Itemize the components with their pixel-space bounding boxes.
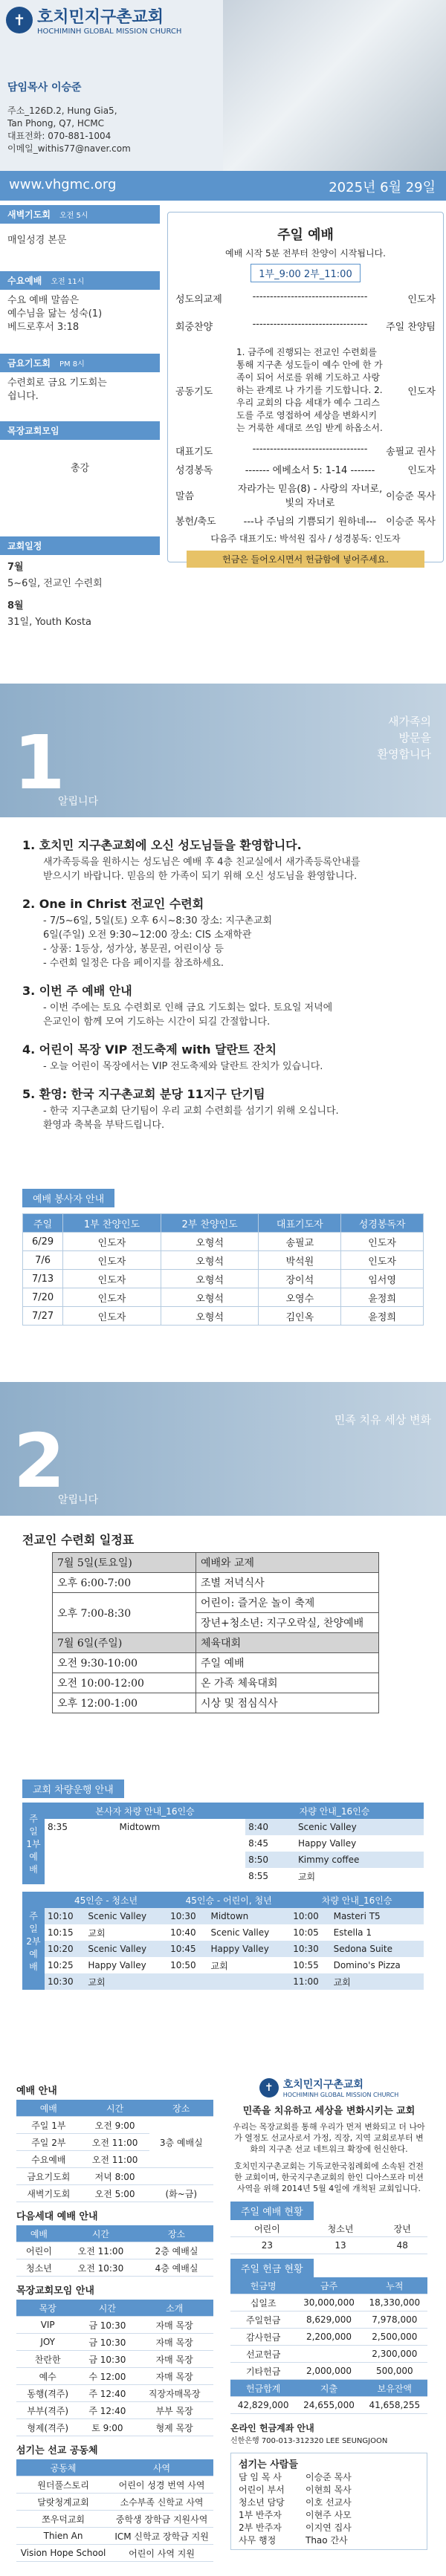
worship-row: 회중찬양 --------------------------------- 주일 찬양팀: [175, 319, 436, 333]
mission-title: 섬기는 선교 공동체: [16, 2445, 98, 2456]
list-item: 2부 반주자 이지연 집사: [239, 2523, 352, 2533]
table-row: 7/27 인도자 오형석 김인옥 윤정희: [23, 1307, 424, 1326]
table-row: JOY 금 10:30 자매 목장: [16, 2334, 213, 2351]
retreat-table: [52, 1552, 379, 1713]
table-row: 금요기도회 저녁 8:00: [16, 2168, 213, 2185]
table-row: 장년+청소년: 지구오락실, 찬양예배: [53, 1613, 379, 1633]
table-row: 오후 12:00-1:00 시상 및 점심식사: [53, 1693, 379, 1713]
retreat-section: [22, 1531, 424, 1713]
cross-icon: ✝: [259, 2078, 279, 2098]
finance-title: 주일 헌금 현황: [230, 2259, 314, 2277]
table-row: 6/29 인도자 오형석 송필교 인도자: [23, 1233, 424, 1251]
table-row: 10:10 Scenic Valley 10:30 Midtown 10:00 Masteri T5: [22, 1908, 424, 1924]
online-account: 신한은행 700-013-312320 LEE SEUNGJOON: [230, 2437, 388, 2445]
servants-box: [230, 2453, 427, 2550]
worship-row: 봉헌/축도 ---나 주님의 기쁨되기 원하네--- 이승준 목사: [175, 516, 436, 528]
table-row: 10:15 교회 10:40 Scenic Valley 10:05 Estella 1: [48, 1927, 372, 1939]
email-line: 이메일_withis77@naver.com: [7, 143, 131, 154]
table-row: 8:35 Midtowm 8:40 Scenic Valley: [22, 1819, 424, 1835]
table-row: 10:25 Happy Valley 10:50 교회 10:55 Domino's Pizza: [48, 1960, 401, 1971]
sidebar-schedule: 교회일정 7월 5~6일, 전교인 수련회 8월 31일, Youth Kosta: [0, 536, 160, 638]
list-item: 어린이 부서 이현희 목사: [239, 2485, 352, 2495]
list-item: 담 임 목 사 이승준 목사: [239, 2472, 352, 2482]
table-row: VIP 금 10:30 자매 목장: [16, 2317, 213, 2334]
list-item: 1부 반주자 이현주 사모: [239, 2510, 352, 2520]
church-intro-text: 호치민지구촌교회는 기독교한국침례회에 소속된 건전한 교회이며, 한국지구촌교회의 한인 디아스포라 미션 사역을 위해 2014년 5월 4일에 개척된 교회입니다.: [234, 2161, 424, 2193]
table-row: 주일 2부 오전 11:00: [16, 2134, 213, 2151]
worship-title: 주일 예배: [277, 227, 334, 243]
table-row: 형제(격주) 토 9:00 형제 목장: [16, 2419, 213, 2436]
table-row: 7/13 인도자 오형석 장이석 임서영: [23, 1270, 424, 1288]
worship-guide-table: 예배 시간 장소 주일 1부 오전 9:00 3층 예배실 주일 2부 오전 11:00 수요예배 오전 11:00 금요기도회 저녁 8:00 새벽기도회 오전 5:00 (화~금): [16, 2100, 213, 2202]
retreat-title: 전교인 수련회 일정표: [22, 1533, 135, 1547]
table-row: 오후 7:00-8:30 어린이: 즐거운 놀이 축제: [53, 1593, 379, 1613]
table-row: 7월 6일(주일) 체육대회: [53, 1633, 379, 1653]
address-line: Tan Phong, Q7, HCMC: [7, 118, 104, 129]
online-title: 온라인 헌금계좌 안내: [230, 2423, 314, 2433]
car-title: 교회 차량운행 안내: [22, 1779, 124, 1798]
table-row: 10:30 교회 11:00 교회: [22, 1973, 424, 1990]
website-link[interactable]: www.vhgmc.org: [9, 177, 117, 192]
list-item: 사무 행정 Thao 간사: [239, 2535, 348, 2546]
table-row: 예수 수 12:00 자매 목장: [16, 2368, 213, 2385]
offering-note: 헌금은 들어오시면서 헌금함에 넣어주세요.: [187, 551, 424, 568]
finance-table: 헌금명 금주 누적 십일조 30,000,000 18,330,000 주일헌금 8,629,000 7,978,000 감사헌금 2,200,000 2,500,000 선교헌금 2,300,000 기타헌금 2,000,000 500,000 헌금합계 지출 보유잔액 42,829,000 24,655,000 41,658,255: [230, 2277, 427, 2414]
sidebar-dawn: 새벽기도회 오전 5시 매일성경 본문: [0, 205, 160, 271]
church-logo-small: ✝ 호치민지구촌교회 HOCHIMINH GLOBAL MISSION CHURCH: [230, 2077, 427, 2098]
sidebar-friday: 금요기도회 PM 8시 수련회로 금요 기도회는 쉽니다.: [0, 354, 160, 421]
header-photo: [223, 0, 446, 171]
table-row: 기타헌금 2,000,000 500,000: [230, 2363, 427, 2380]
duty-title: 예배 봉사자 안내: [22, 1189, 114, 1207]
table-row: 수요예배 오전 11:00: [16, 2151, 213, 2168]
table-row: 7/6 인도자 오형석 박석원 인도자: [23, 1251, 424, 1270]
table-row: 8:50 Kimmy coffee: [22, 1852, 424, 1868]
table-row: 쪼우덕교회 중학생 장학금 지원사역: [16, 2511, 213, 2528]
table-row: 42,829,000 24,655,000 41,658,255: [230, 2397, 427, 2414]
announcement-heading: 2. One in Christ 전교인 수련회: [22, 897, 204, 911]
worship-row: 성경봉독 ------- 에베소서 5: 1-14 ------- 인도자: [175, 465, 436, 476]
table-row: Thien An ICM 신학교 장학금 지원: [16, 2528, 213, 2545]
list-item: 청소년 담당 이호 선교사: [239, 2497, 352, 2508]
table-row: 오전 10:00-12:00 온 가족 체육대회: [53, 1673, 379, 1693]
church-name-ko: 호치민지구촌교회: [37, 7, 164, 27]
table-row: 주일헌금 8,629,000 7,978,000: [230, 2311, 427, 2329]
church-logo: [6, 4, 181, 36]
servants-title: 섬기는 사람들: [239, 2459, 298, 2470]
table-row: 십일조 30,000,000 18,330,000: [230, 2294, 427, 2311]
table-row: 부부(격주) 주 12:40 부부 목장: [16, 2402, 213, 2419]
table-row: 새벽기도회 오전 5:00 (화~금): [16, 2185, 213, 2202]
worship-times: 1부_9:00 2부_11:00: [251, 264, 360, 282]
bulletin-date: 2025년 6월 29일: [329, 180, 436, 195]
bottom-left-column: [16, 2077, 213, 2562]
mission-table: 공동체 사역 원더풀스토리 어린이 성경 번역 사역 달랏청계교회 소수부족 신학교 사역 쪼우덕교회 중학생 장학금 지원사역 Thien An ICM 신학교 장학금 지원 Vision Hope School 어린이 사역 지원: [16, 2459, 213, 2562]
table-row: 오전 9:30-10:00 주일 예배: [53, 1653, 379, 1673]
table-row: 8:45 Happy Valley: [248, 1838, 357, 1849]
table-row: 청소년 오전 10:30 4층 예배실: [16, 2259, 213, 2277]
attendance-table: 어린이 청소년 장년 23 13 48: [230, 2220, 427, 2254]
sidebar-mokjang: 목장교회모임 총강: [0, 421, 160, 536]
attendance-title: 주일 예배 현황: [230, 2202, 314, 2220]
table-row: 동행(격주) 주 12:40 직장자매목장: [16, 2385, 213, 2402]
table-row: 23 13 48: [230, 2237, 427, 2254]
table-row: 8:55 교회: [248, 1871, 316, 1882]
duty-table: 주일 1부 찬양인도 2부 찬양인도 대표기도자 성경봉독자 6/29 인도자 오형석 송필교 인도자 7/6 인도자 오형석 박석원 인도자 7/13 인도자 오형석 장이석 임서영 7/20 인도자 오형석 오영수 윤정희 7/27 인도자 오형석 김인옥 윤정희: [22, 1213, 424, 1326]
worship-row: 대표기도 --------------------------------- 송필교 권사: [175, 444, 436, 458]
car-table-2: 주일 2부 예배 45인승 - 청소년 45인승 - 어린이, 청년 차량 안내_16인승 10:10 Scenic Valley 10:30 Midtown 10:00 Masteri T5 10:15 교회 10:40 Scenic Valley 10:05 Estella 1 10:20 Scenic Valley 10:45 Happy Valley 10:30 Sedona Suite 10:25 Happy Valley 10:50 교회 10:55 Domino's Pizza 10:30 교회 11:00 교회: [22, 1892, 424, 1990]
worship-row: 공동기도 1. 금주에 진행되는 전교인 수련회를 통해 지구촌 성도들이 예수 안에 한 가족이 되어 서로를 위해 기도하고 사랑하는 관계로 나 가기를 기도합니다. 2. 우리 교회의 다음 세대가 예수 그리스도를 주로 영접하여 세상을 변화시키는 거룩한 세대로 쓰임 받게 하옵소서. 인도자: [175, 347, 436, 433]
address-line: 주소_126D.2, Hung Gia5,: [7, 106, 117, 116]
worship-order: [167, 212, 444, 565]
cross-icon: ✝: [6, 7, 33, 33]
table-row: 선교헌금 2,300,000: [230, 2346, 427, 2363]
table-row: 감사헌금 2,200,000 2,500,000: [230, 2329, 427, 2346]
website-date-bar: [0, 171, 446, 201]
car-section: [22, 1779, 424, 1990]
announcement-1-banner: 1 알립니다 새가족의 방문을 환영합니다: [0, 684, 446, 817]
worship-row: 말씀 자라가는 믿음(8) - 사랑의 자녀로, 빛의 자녀로 이승준 목사: [175, 484, 436, 509]
announcement-heading: 3. 이번 주 예배 안내: [22, 984, 132, 998]
duty-section: [22, 1189, 424, 1326]
table-row: Vision Hope School 어린이 사역 지원: [16, 2545, 213, 2562]
sidebar-wednesday: 수요예배 오전 11시 수요 예배 말씀은 예수님을 닮는 성숙(1) 베드로후서 3:18: [0, 271, 160, 354]
mokjang-title: 목장교회모임 안내: [16, 2285, 94, 2297]
church-name-en: HOCHIMINH GLOBAL MISSION CHURCH: [37, 27, 182, 36]
car-table-1: 주일 1부 예배 본사자 차량 안내_16인승 자량 안내_16인승 8:35 Midtowm 8:40 Scenic Valley 8:45 Happy Valley 8:50 Kimmy coffee 8:55 교회: [22, 1803, 424, 1884]
church-info: [7, 82, 216, 155]
sidebar: [0, 201, 160, 676]
table-row: 7/20 인도자 오형석 오영수 윤정희: [23, 1288, 424, 1307]
table-row: 오후 6:00-7:00 조별 저녁식사: [53, 1573, 379, 1593]
next-gen-table: 예배 시간 장소 어린이 오전 11:00 2층 예배실 청소년 오전 10:30 4층 예배실: [16, 2225, 213, 2277]
table-row: 주일 1부 오전 9:00 3층 예배실: [16, 2117, 213, 2134]
table-row: 10:20 Scenic Valley 10:45 Happy Valley 10:30 Sedona Suite: [22, 1941, 424, 1957]
table-row: 7월 5일(토요일) 예배와 교제: [53, 1553, 379, 1573]
next-week-note: 다음주 대표기도: 박석원 집사 / 성경봉독: 인도자: [210, 533, 401, 544]
announcement-list: 1. 호치민 지구촌교회에 오신 성도님들을 환영합니다. 새가족등록을 원하시는 성도님은 예배 후 4층 친교실에서 새가족등록안내를 받으시기 바랍니다. 믿음의 한 가족이 되기 위해 오신 성도님을 환영합니다. 2. One in Christ 전교인 수련회 - 7/5~6일, 5일(토) 오후 6시~8:30 장소: 지구촌교회 6일(주일) 오전 9:30~12:00 장소: CIS 소재학관 - 상품: 1등상, 성가상, 봉문권, 어린이상 등 - 수련회 일정은 다음 페이지를 참조하세요. 3. 이번 주 예배 안내 - 이번 주에는 토요 수련회로 인해 금요 기도회는 없다. 토요일 저녁에 은교인이 함께 모여 기도하는 시간이 되길 간절합니다. 4. 어린이 목장 VIP 전도축제 with 달란트 잔치 - 오늘 어린이 목장에서는 VIP 전도축제와 달란트 잔치가 있습니다. 5. 환영: 한국 지구촌교회 분당 11지구 단기팀 - 한국 지구촌교회 단기팀이 우리 교회 수련회를 섬기기 위해 오십니다. 환영과 축복을 부탁드립니다.: [22, 825, 424, 1132]
bottom-right-column: [230, 2077, 427, 2550]
bulletin-header: [0, 0, 446, 171]
table-row: 찬란한 금 10:30 자매 목장: [16, 2351, 213, 2368]
phone-line: 대표전화: 070-881-1004: [7, 131, 112, 141]
pastor-name: 담임목사 이승준: [7, 82, 82, 94]
next-gen-title: 다음세대 예배 안내: [16, 2211, 98, 2222]
announcement-heading: 4. 어린이 목장 VIP 전도축제 with 달란트 잔치: [22, 1042, 277, 1057]
announcement-2-banner: 2 알립니다 민족 치유 세상 변화: [0, 1382, 446, 1516]
vision-text: 우리는 목장교회를 통해 우리가 먼저 변화되고 더 나아가 열정도 선교사로서 가정, 직장, 지역 교회로부터 변화의 지구촌 선교 네트워크 확장에 헌신한다.: [233, 2122, 425, 2154]
vision-title: 민족을 치유하고 세상을 변화시키는 교회: [242, 2106, 416, 2117]
announcement-heading: 5. 환영: 한국 지구촌교회 분당 11지구 단기팀: [22, 1087, 265, 1101]
table-row: 달랏청계교회 소수부족 신학교 사역: [16, 2494, 213, 2511]
worship-row: 성도의교제 --------------------------------- 인도자: [175, 291, 436, 305]
worship-guide-title: 예배 안내: [16, 2086, 57, 2097]
mokjang-table: 목장 시간 소개 VIP 금 10:30 자매 목장 JOY 금 10:30 자매 목장 찬란한 금 10:30 자매 목장 예수 수 12:00 자매 목장 동행(격주) 주 12:40 직장자매목장 부부(격주) 주 12:40 부부 목장 형제(격주) 토 9:00 형제 목장: [16, 2300, 213, 2436]
announcement-heading: 1. 호치민 지구촌교회에 오신 성도님들을 환영합니다.: [22, 838, 302, 852]
worship-subtitle: 예배 시작 5분 전부터 찬양이 시작됩니다.: [225, 248, 386, 259]
table-row: 어린이 오전 11:00 2층 예배실: [16, 2242, 213, 2259]
table-row: 원더풀스토리 어린이 성경 번역 사역: [16, 2476, 213, 2494]
